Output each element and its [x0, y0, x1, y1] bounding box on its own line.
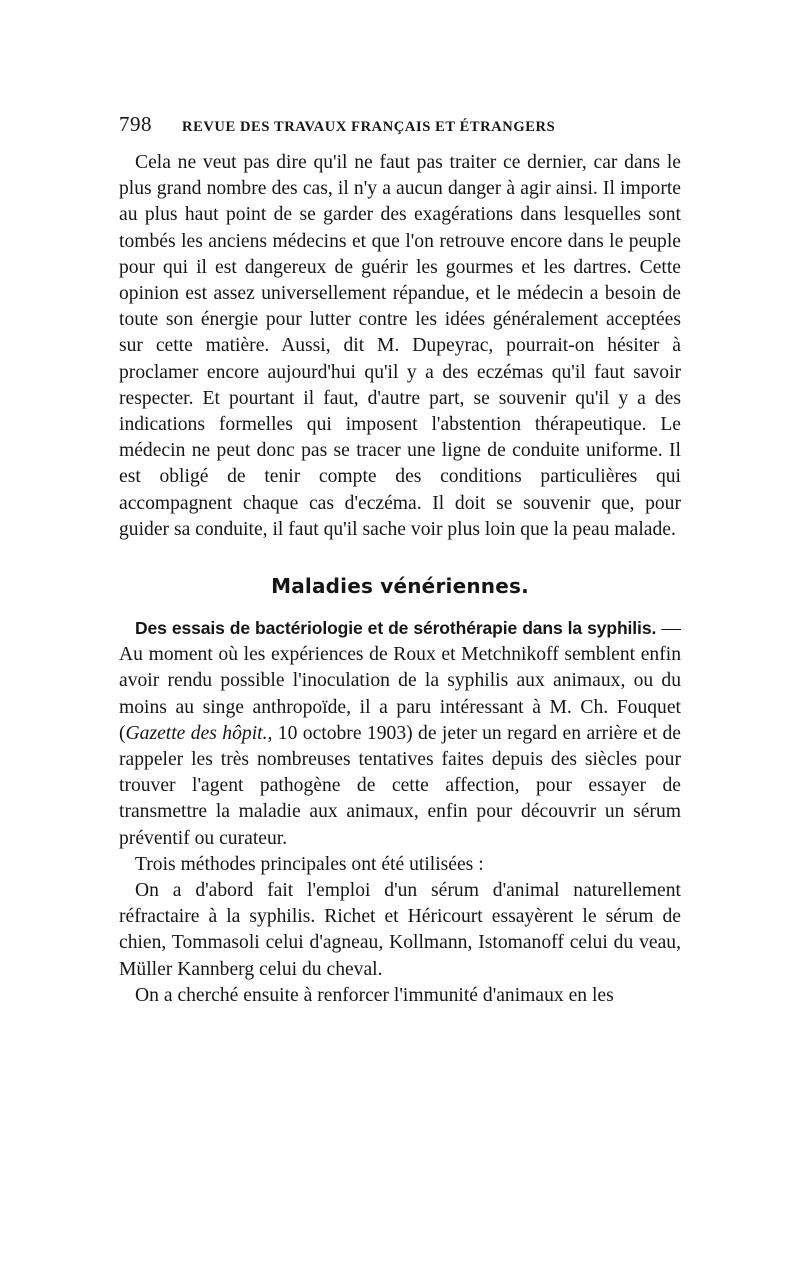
paragraph-first-method: On a d'abord fait l'emploi d'un sérum d'animal naturellement réfractaire à la syphilis. Richet et Héricourt essayèrent le sérum de chien, Tommasoli celui d'agneau, Kollmann, Istomanoff celui du veau, Müller Kannberg celui du cheval.	[119, 880, 681, 980]
page-header	[119, 112, 681, 142]
citation-journal: Gazette des hôpit.	[125, 722, 268, 744]
page-number: 798	[119, 112, 152, 136]
article-subhead: Des essais de bactériologie et de sérothérapie dans la syphilis.	[135, 618, 657, 639]
article-text-after-citation: , 10 octobre 1903) de jeter un regard en arrière et de rappeler les très nombreuses tentatives faites depuis des siècles pour trouver l'agent pathogène de cette affection, pour essayer de transmettre la maladie aux animaux, enfin pour découvrir un sérum préventif ou curateur.	[119, 722, 681, 849]
paragraph-second-method: On a cherché ensuite à renforcer l'immunité d'animaux en les	[135, 984, 614, 1006]
running-title: REVUE DES TRAVAUX FRANÇAIS ET ÉTRANGERS	[182, 119, 556, 135]
paragraph-eczema-conclusion: Cela ne veut pas dire qu'il ne faut pas traiter ce dernier, car dans le plus grand nombre des cas, il n'y a aucun danger à agir ainsi. Il importe au plus haut point de se garder des exagérations dans lesquelles sont tombés les anciens médecins et que l'on retrouve encore dans le peuple pour qui il est dangereux de guérir les gourmes et les dartres. Cette opinion est assez universellement répandue, et le médecin a besoin de toute son énergie pour lutter contre les idées généralement acceptées sur cette matière. Aussi, dit M. Dupeyrac, pourrait-on hésiter à proclamer encore aujourd'hui qu'il y a des eczémas qu'il faut savoir respecter. Et pourtant il faut, d'autre part, se souvenir qu'il y a des indications formelles qui imposent l'abstention thérapeutique. Le médecin ne peut donc pas se tracer une ligne de conduite uniforme. Il est obligé de tenir compte des conditions particulières qui accompagnent chaque cas d'eczéma. Il doit se souvenir que, pour guider sa conduite, il faut qu'il sache voir plus loin que la peau malade.	[119, 152, 681, 540]
document-page	[119, 112, 681, 1009]
section-title: Maladies vénériennes.	[271, 574, 529, 599]
paragraph-syphilis-intro	[119, 615, 681, 852]
article-text-before-citation: — Au moment où les expériences de Roux et Metchnikoff semblent enfin avoir rendu possible l'inoculation de la syphilis aux animaux, ou du moins au singe anthropoïde, il a paru intéressant à M. Ch. Fouquet (	[119, 618, 681, 744]
paragraph-methods: Trois méthodes principales ont été utilisées :	[135, 853, 484, 875]
